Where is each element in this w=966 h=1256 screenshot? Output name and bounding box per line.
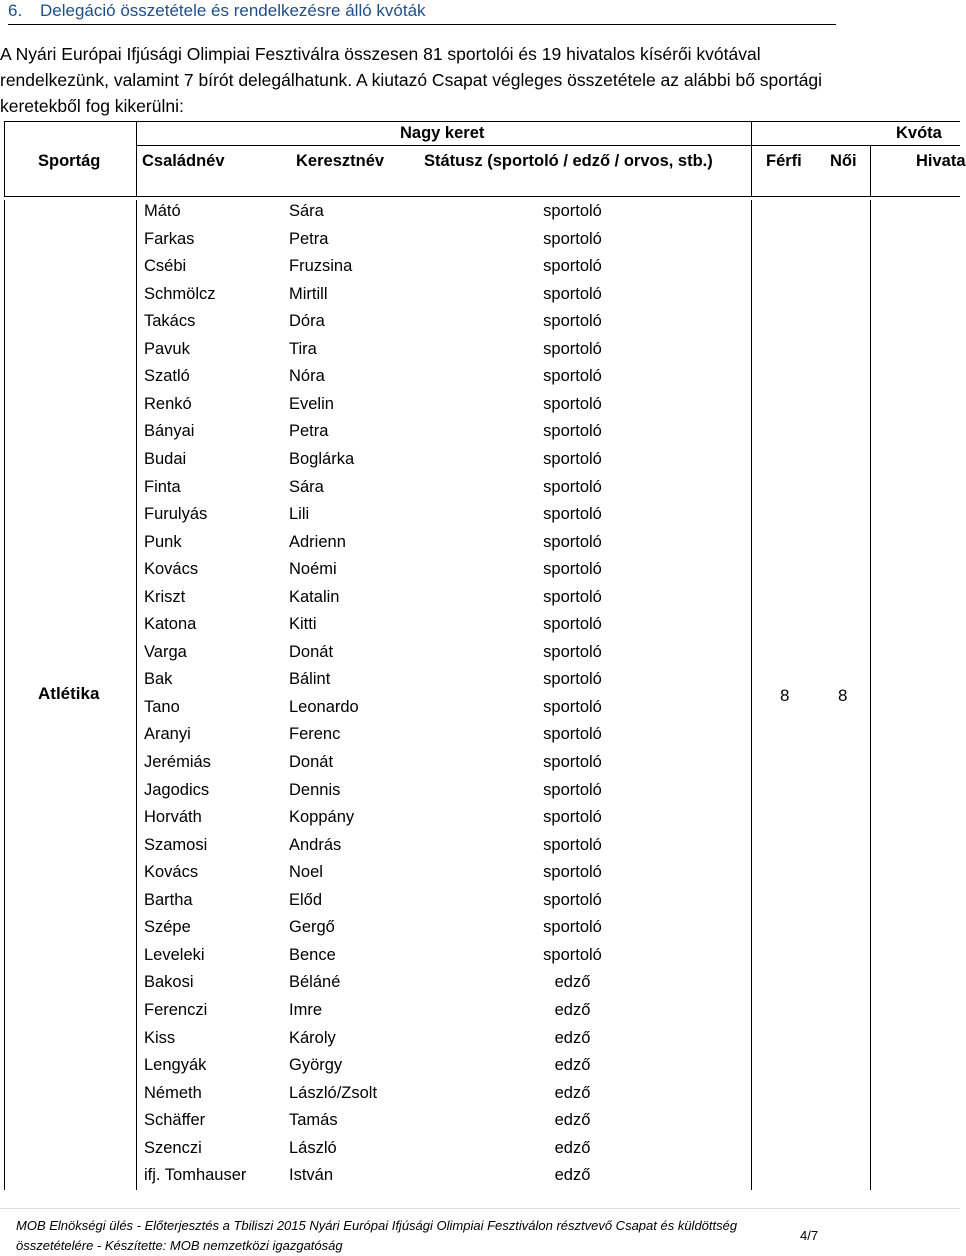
firstname-cell: Imre [289, 1000, 322, 1019]
table-row [0, 808, 960, 835]
table-row [0, 1029, 960, 1056]
lastname-cell: Schmölcz [144, 284, 216, 303]
column-header-male: Férfi [766, 152, 802, 170]
lastname-cell: Csébi [144, 257, 187, 276]
table-row [0, 588, 960, 615]
group-header-roster: Nagy keret [400, 124, 485, 142]
lastname-cell: ifj. Tomhauser [144, 1166, 247, 1185]
firstname-cell: László [289, 1138, 337, 1157]
column-header-status: Státusz (sportoló / edző / orvos, stb.) [424, 152, 713, 170]
column-header-female: Női [830, 152, 857, 170]
footer-line: összetételére - Készítette: MOB nemzetközi igazgatóság [16, 1238, 343, 1253]
table-row [0, 560, 960, 587]
lastname-cell: Bartha [144, 890, 193, 909]
table-row [0, 863, 960, 890]
table-row [0, 478, 960, 505]
status-cell: edző [554, 1028, 591, 1047]
lastname-cell: Mátó [144, 202, 181, 220]
table-row [0, 973, 960, 1000]
lastname-cell: Szépe [144, 918, 191, 937]
status-cell: edző [554, 1056, 591, 1075]
firstname-cell: Dennis [289, 780, 341, 799]
lastname-cell: Pavuk [144, 339, 190, 358]
table-row [0, 257, 960, 284]
table-row [0, 450, 960, 477]
lastname-cell: Jerémiás [144, 753, 211, 771]
status-cell: sportoló [543, 312, 602, 331]
footer [16, 1216, 819, 1256]
table-row [0, 422, 960, 449]
lastname-cell: Bakosi [144, 973, 194, 992]
lastname-cell: Tano [144, 697, 180, 716]
table-row [0, 836, 960, 863]
firstname-cell: Károly [289, 1028, 336, 1047]
status-cell: sportoló [543, 367, 602, 386]
table-row [0, 918, 960, 945]
firstname-cell: Nóra [289, 367, 325, 386]
status-cell: sportoló [543, 587, 602, 606]
table-left-border [4, 121, 5, 196]
status-cell: sportoló [543, 890, 602, 909]
status-cell: sportoló [543, 532, 602, 551]
lastname-cell: Kovács [144, 560, 199, 579]
table-row [0, 533, 960, 560]
firstname-cell: Koppány [289, 808, 355, 827]
table-row [0, 891, 960, 918]
status-cell: sportoló [543, 753, 602, 771]
lastname-cell: Ferenczi [144, 1000, 208, 1019]
status-cell: sportoló [543, 642, 602, 661]
status-cell: sportoló [543, 449, 602, 468]
table-row [0, 781, 960, 808]
lastname-cell: Schäffer [144, 1111, 206, 1130]
lastname-cell: Katona [144, 615, 197, 634]
lastname-cell: Finta [144, 477, 181, 496]
table-row [0, 1056, 960, 1083]
table-row [0, 643, 960, 670]
firstname-cell: György [289, 1056, 343, 1075]
firstname-cell: Dóra [289, 312, 325, 331]
lastname-cell: Jagodics [144, 780, 210, 799]
status-cell: edző [554, 973, 591, 992]
table-row [0, 946, 960, 973]
firstname-cell: Noel [289, 863, 323, 882]
firstname-cell: Fruzsina [289, 257, 353, 276]
table-row [0, 395, 960, 422]
lastname-cell: Szenczi [144, 1138, 202, 1157]
intro-line: A Nyári Európai Ifjúsági Olimpiai Fesztiválra összesen 81 sportolói és 19 hivatalos kísérői kvótával [0, 44, 761, 64]
group-header-divider [136, 145, 960, 146]
status-cell: sportoló [543, 725, 602, 744]
firstname-cell: Tamás [289, 1111, 338, 1130]
lastname-cell: Leveleki [144, 945, 205, 964]
lastname-cell: Furulyás [144, 505, 208, 524]
intro-paragraph [0, 41, 960, 119]
column-header-firstname: Keresztnév [296, 152, 385, 170]
quota-left-border [751, 121, 752, 196]
firstname-cell: István [289, 1166, 334, 1185]
roster-left-border [136, 121, 137, 196]
status-cell: sportoló [543, 697, 602, 716]
table-row [0, 1001, 960, 1028]
lastname-cell: Horváth [144, 808, 202, 827]
intro-line: rendelkezünk, valamint 7 bírót delegálhatunk. A kiutazó Csapat végleges összetétele az alábbi bő sportági [0, 70, 823, 90]
lastname-cell: Szamosi [144, 835, 208, 854]
table-header-bottom-border [4, 196, 960, 197]
table-row [0, 615, 960, 642]
status-cell: edző [554, 1083, 591, 1102]
quota-female: 8 [838, 686, 848, 705]
table-top-border [4, 121, 960, 122]
firstname-cell: Leonardo [289, 697, 359, 716]
table-row [0, 753, 960, 780]
section-heading [8, 0, 836, 25]
status-cell: sportoló [543, 863, 602, 882]
table-row [0, 1166, 960, 1193]
status-cell: sportoló [543, 945, 602, 964]
lastname-cell: Punk [144, 532, 182, 551]
lastname-cell: Varga [144, 642, 187, 661]
table-row [0, 285, 960, 312]
status-cell: sportoló [543, 257, 602, 276]
firstname-cell: Boglárka [289, 449, 355, 468]
status-cell: sportoló [543, 229, 602, 248]
official-left-border [870, 145, 871, 196]
table-row [0, 312, 960, 339]
table-row [0, 367, 960, 394]
status-cell: sportoló [543, 477, 602, 496]
firstname-cell: László/Zsolt [289, 1083, 378, 1102]
table-row [0, 202, 960, 229]
status-cell: sportoló [543, 615, 602, 634]
firstname-cell: Lili [289, 505, 310, 524]
lastname-cell: Budai [144, 449, 187, 468]
lastname-cell: Bányai [144, 422, 195, 441]
section-number: 6. [8, 1, 23, 20]
status-cell: sportoló [543, 339, 602, 358]
sport-name: Atlétika [38, 684, 100, 703]
firstname-cell: Mirtill [289, 284, 328, 303]
lastname-cell: Lengyák [144, 1056, 207, 1075]
table-row [0, 670, 960, 697]
status-cell: edző [554, 1000, 591, 1019]
status-cell: sportoló [543, 284, 602, 303]
firstname-cell: Donát [289, 642, 334, 661]
table-row [0, 230, 960, 257]
lastname-cell: Kriszt [144, 587, 186, 606]
table-row [0, 1139, 960, 1166]
table-row [0, 505, 960, 532]
firstname-cell: Gergő [289, 918, 335, 937]
lastname-cell: Aranyi [144, 725, 191, 744]
lastname-cell: Németh [144, 1083, 202, 1102]
firstname-cell: Béláné [289, 973, 341, 992]
table-row [0, 698, 960, 725]
firstname-cell: Kitti [289, 615, 317, 634]
section-title: Delegáció összetétele és rendelkezésre álló kvóták [40, 1, 426, 20]
status-cell: sportoló [543, 835, 602, 854]
firstname-cell: Bálint [289, 670, 331, 689]
firstname-cell: Ferenc [289, 725, 341, 744]
status-cell: sportoló [543, 808, 602, 827]
status-cell: edző [554, 1111, 591, 1130]
firstname-cell: Evelin [289, 394, 334, 413]
lastname-cell: Farkas [144, 229, 195, 248]
lastname-cell: Szatló [144, 367, 190, 386]
firstname-cell: Előd [289, 890, 323, 909]
page-number: 4/7 [800, 1228, 819, 1243]
firstname-cell: Petra [289, 422, 329, 441]
group-header-quota: Kvóta [896, 124, 942, 142]
lastname-cell: Takács [144, 312, 196, 331]
firstname-cell: Adrienn [289, 532, 346, 551]
firstname-cell: Petra [289, 229, 329, 248]
status-cell: sportoló [543, 505, 602, 524]
column-header-sport: Sportág [38, 152, 101, 170]
table-row [0, 1111, 960, 1138]
footer-line: MOB Elnökségi ülés - Előterjesztés a Tbiliszi 2015 Nyári Európai Ifjúsági Olimpiai Fesztiválon résztvevő Csapat és küldöttség [16, 1218, 738, 1233]
status-cell: sportoló [543, 560, 602, 579]
column-header-official: Hivata [916, 152, 966, 170]
status-cell: sportoló [543, 670, 602, 689]
firstname-cell: Noémi [289, 560, 337, 579]
status-cell: edző [554, 1166, 591, 1185]
quota-male: 8 [780, 686, 790, 705]
lastname-cell: Kiss [144, 1028, 176, 1047]
table-row [0, 725, 960, 752]
status-cell: sportoló [543, 202, 602, 220]
column-header-lastname: Családnév [142, 152, 225, 170]
firstname-cell: Sára [289, 477, 324, 496]
status-cell: sportoló [543, 918, 602, 937]
footer-divider [0, 1208, 960, 1209]
lastname-cell: Renkó [144, 394, 192, 413]
table-row [0, 1084, 960, 1111]
firstname-cell: Donát [289, 753, 334, 771]
table-row [0, 340, 960, 367]
status-cell: sportoló [543, 422, 602, 441]
firstname-cell: Katalin [289, 587, 340, 606]
lastname-cell: Bak [144, 670, 173, 689]
lastname-cell: Kovács [144, 863, 199, 882]
intro-line: keretekből fog kikerülni: [0, 96, 184, 116]
firstname-cell: Tira [289, 339, 317, 358]
status-cell: sportoló [543, 394, 602, 413]
status-cell: sportoló [543, 780, 602, 799]
status-cell: edző [554, 1138, 591, 1157]
firstname-cell: Bence [289, 945, 336, 964]
firstname-cell: Sára [289, 202, 324, 220]
firstname-cell: András [289, 835, 342, 854]
